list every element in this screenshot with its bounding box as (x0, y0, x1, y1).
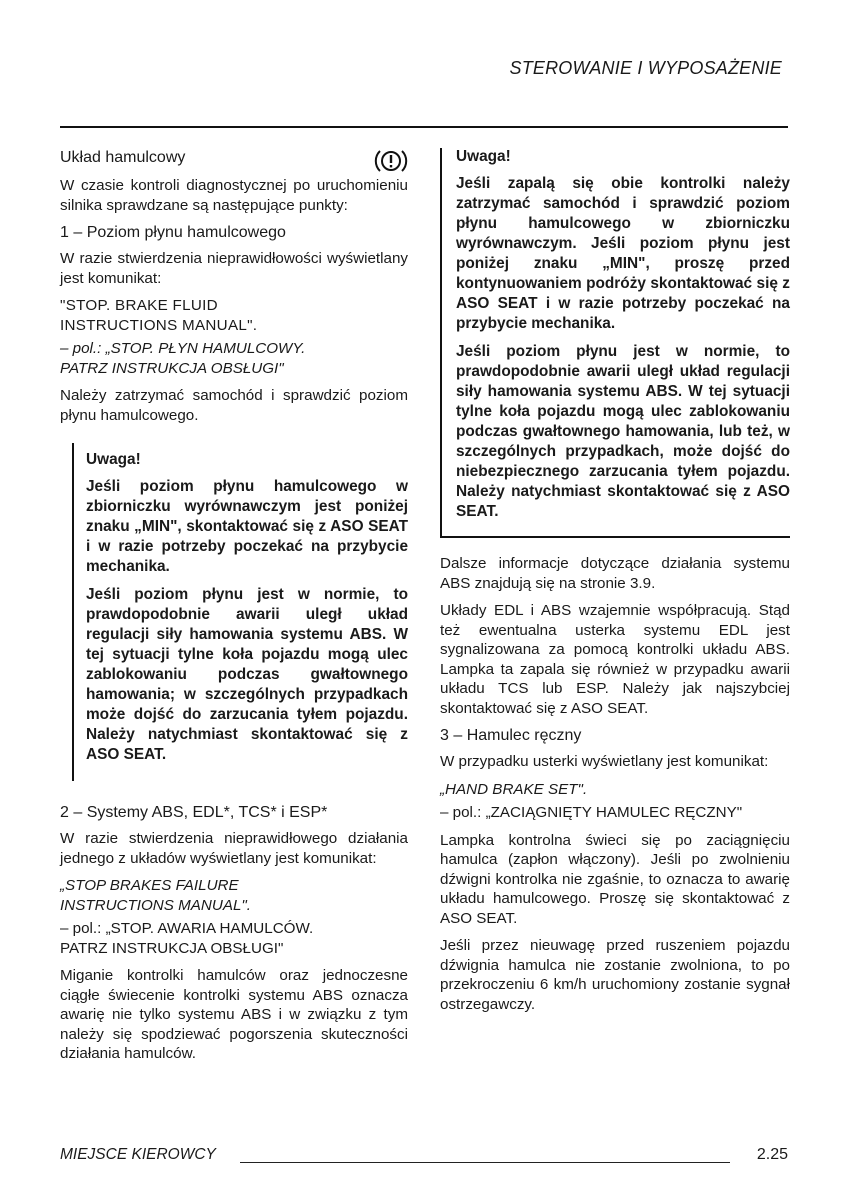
warning-paragraph-2: Jeśli poziom płynu jest w normie, to prawdopodobnie awarii uległ układ regulacji siły hamowania systemu ABS. W tej sytuacji tylne koła pojazdu mogą ulec zablokowaniu podczas gwałtownego hamowania; w szczególnych przypadkach może dojść do zarzucania tyłem pojazdu. Należy natychmiast skontaktować się z ASO SEAT. (86, 586, 408, 763)
warning-title: Uwaga! (86, 451, 141, 468)
s1-heading: 1 – Poziom płynu hamulcowego (60, 224, 286, 241)
handbrake-lamp-text: Lampka kontrolna świeci się po zaciągnięciu hamulca (zapłon włączony). Jeśli po zwolnieniu dźwigni kontrolka nie zgaśnie, to oznacza to awarię układu hamulcowego. Proszę się skontaktować z ASO SEAT. (440, 831, 790, 927)
s1-text: W razie stwierdzenia nieprawidłowości wyświetlany jest komunikat: (60, 250, 408, 287)
edl-abs-text: Układy EDL i ABS wzajemnie współpracują. Stąd też ewentualna usterka systemu EDL jest sygnalizowana za pomocą kontrolki układu ABS. Lampka ta zapala się również w przypadku awarii układu TCS lub ESP. Należy jak najszybciej skontaktować się z ASO SEAT. (440, 602, 790, 717)
warning-title-right: Uwaga! (456, 148, 511, 165)
left-column (60, 142, 408, 1072)
footer-section: MIEJSCE KIEROWCY (60, 1146, 216, 1163)
s1-translation (60, 339, 408, 378)
page-number: 2.25 (756, 1146, 788, 1163)
right-column (440, 142, 790, 1022)
header-rule (60, 126, 788, 128)
section-title: Układ hamulcowy (60, 149, 186, 166)
warning-right-paragraph-2: Jeśli poziom płynu jest w normie, to prawdopodobnie awarii uległ układ regulacji siły hamowania systemu ABS. W tej sytuacji tylne koła pojazdu mogą ulec zablokowaniu podczas gwałtownego hamowania, lub też, w szczególnych przypadkach, może dojść do niebezpiecznego zarzucania tyłem pojazdu. Należy natychmiast skontaktować się z ASO SEAT. (456, 343, 790, 520)
s2-translation-line1: – pol.: „STOP. AWARIA HAMULCÓW. (60, 920, 314, 937)
s2-message-line2: INSTRUCTIONS MANUAL". (60, 896, 252, 914)
s1-message (60, 296, 408, 335)
s2-heading: 2 – Systemy ABS, EDL*, TCS* i ESP* (60, 804, 328, 821)
intro-text: W czasie kontroli diagnostycznej po uruchomieniu silnika sprawdzane są następujące punkty: (60, 177, 408, 214)
s2-after-text: Miganie kontrolki hamulców oraz jednoczesne ciągłe świecenie kontrolki systemu ABS oznacza awarię nie tylko systemu ABS i w związku z tym należy się spodziewać pogorszenia skuteczności działania hamulców. (60, 967, 408, 1062)
warning-paragraph-1: Jeśli poziom płynu hamulcowego w zbiorniczku wyrównawczym jest poniżej znaku „MIN", skontaktować się z ASO SEAT i w razie potrzeby poczekać na przybycie mechanika. (86, 478, 408, 575)
page-footer (60, 1146, 788, 1168)
s3-heading: 3 – Hamulec ręczny (440, 727, 582, 744)
warning-box-left (72, 443, 408, 781)
s1-after-text: Należy zatrzymać samochód i sprawdzić poziom płynu hamulcowego. (60, 387, 408, 424)
s1-message-line2: INSTRUCTIONS MANUAL". (60, 316, 258, 334)
s1-translation-line2: PATRZ INSTRUKCJA OBSŁUGI" (60, 359, 284, 377)
s1-translation-line1: – pol.: „STOP. PŁYN HAMULCOWY. (60, 340, 306, 357)
s3-translation: – pol.: „ZACIĄGNIĘTY HAMULEC RĘCZNY" (440, 804, 743, 821)
s3-text: W przypadku usterki wyświetlany jest komunikat: (440, 753, 769, 770)
s2-message (60, 876, 408, 915)
warning-right-paragraph-1: Jeśli zapalą się obie kontrolki należy zatrzymać samochód i sprawdzić poziom płynu hamulcowego w zbiorniczku wyrównawczym. Jeśli poziom płynu jest poniżej znaku „MIN", proszę przed kontynuowaniem podróży skontaktować się z ASO SEAT i w razie potrzeby poczekać na przybycie mechanika. (456, 175, 790, 332)
s2-message-line1: „STOP BRAKES FAILURE (60, 877, 239, 894)
warning-box-right (440, 148, 790, 538)
handbrake-warning-text: Jeśli przez nieuwagę przed ruszeniem pojazdu dźwignia hamulca nie zostanie zwolniona, to po przekroczeniu 6 km/h uruchomiony zostanie sygnał ostrzegawczy. (440, 937, 790, 1013)
s1-message-line1: "STOP. BRAKE FLUID (60, 297, 218, 314)
s3-message: „HAND BRAKE SET". (440, 780, 588, 798)
s2-translation-line2: PATRZ INSTRUKCJA OBSŁUGI" (60, 939, 284, 957)
footer-rule (240, 1162, 730, 1163)
s2-text: W razie stwierdzenia nieprawidłowego działania jednego z układów wyświetlany jest komunikat: (60, 830, 408, 867)
abs-info-text: Dalsze informacje dotyczące działania systemu ABS znajdują się na stronie 3.9. (440, 555, 790, 592)
brake-warning-icon (374, 146, 408, 176)
s2-translation (60, 919, 408, 958)
section-title-row (60, 146, 408, 176)
running-header: STEROWANIE I WYPOSAŻENIE (509, 58, 782, 78)
